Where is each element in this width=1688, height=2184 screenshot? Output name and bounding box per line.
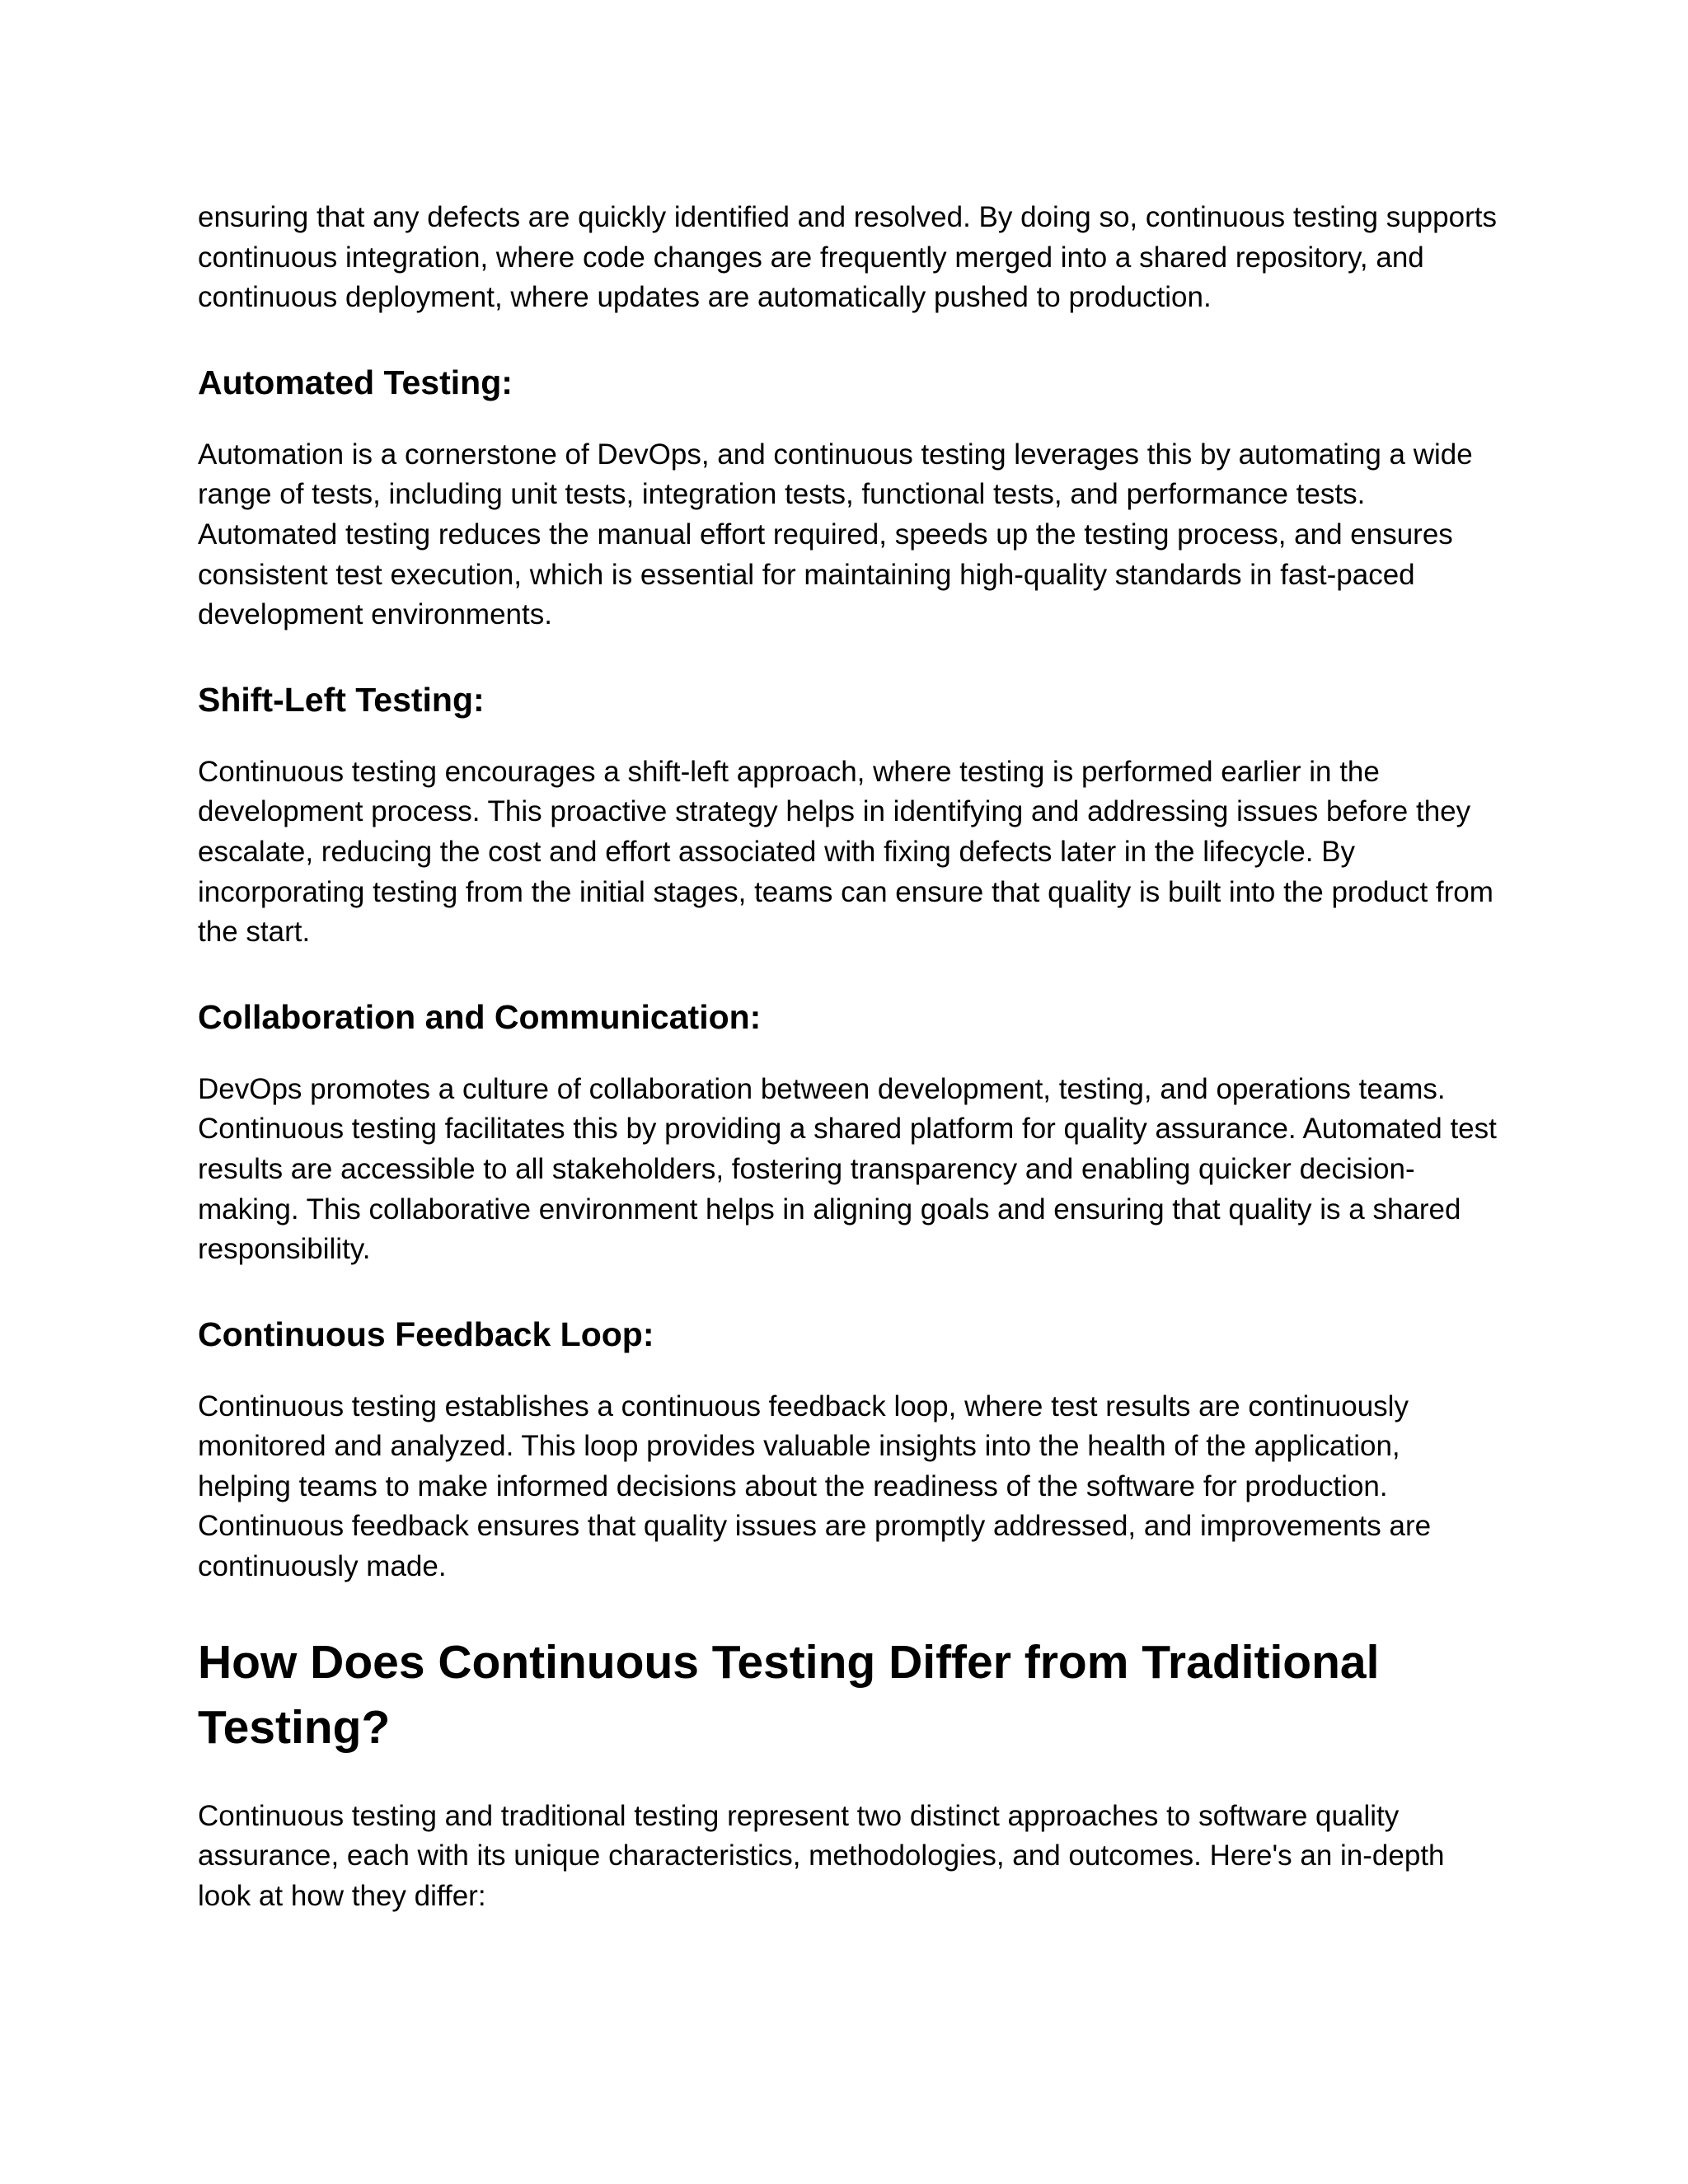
paragraph-automated-testing: Automation is a cornerstone of DevOps, and continuous testing leverages this by automating a wide range of tests, including unit tests, integration tests, functional tests, and performance tests. Automated testing reduces the manual effort required, speeds up the testing process, and ensures consistent test execution, which is essential for maintaining high-quality standards in fast-paced development environments. bbox=[198, 438, 1473, 631]
heading-collaboration-communication: Collaboration and Communication: bbox=[198, 997, 762, 1036]
heading-continuous-vs-traditional: How Does Continuous Testing Differ from Traditional Testing? bbox=[198, 1635, 1380, 1754]
intro-paragraph: ensuring that any defects are quickly identified and resolved. By doing so, continuous testing supports continuous integration, where code changes are frequently merged into a shared repository, and continuous deployment, where updates are automatically pushed to production. bbox=[198, 201, 1497, 314]
paragraph-shift-left-testing: Continuous testing encourages a shift-left approach, where testing is performed earlier in the development process. This proactive strategy helps in identifying and addressing issues before they escalate, reducing the cost and effort associated with fixing defects later in the lifecycle. By incorporating testing from the initial stages, teams can ensure that quality is built into the product from the start. bbox=[198, 755, 1493, 949]
paragraph-continuous-feedback-loop: Continuous testing establishes a continuous feedback loop, where test results are continuously monitored and analyzed. This loop provides valuable insights into the health of the application, helping teams to make informed decisions about the readiness of the software for production. Continuous feedback ensures that quality issues are promptly addressed, and improvements are continuously made. bbox=[198, 1390, 1432, 1583]
paragraph-collaboration-communication: DevOps promotes a culture of collaboration between development, testing, and operations teams. Continuous testing facilitates this by providing a shared platform for quality assurance. Automated test results are accessible to all stakeholders, fostering transparency and enabling quicker decision-making. This collaborative environment helps in aligning goals and ensuring that quality is a shared responsibility. bbox=[198, 1072, 1497, 1266]
heading-automated-testing: Automated Testing: bbox=[198, 363, 513, 401]
heading-shift-left-testing: Shift-Left Testing: bbox=[198, 680, 485, 719]
heading-continuous-feedback-loop: Continuous Feedback Loop: bbox=[198, 1315, 654, 1353]
document-page bbox=[198, 198, 1500, 1916]
paragraph-continuous-vs-traditional: Continuous testing and traditional testing represent two distinct approaches to software quality assurance, each with its unique characteristics, methodologies, and outcomes. Here's an in-depth look at how they differ: bbox=[198, 1799, 1445, 1912]
